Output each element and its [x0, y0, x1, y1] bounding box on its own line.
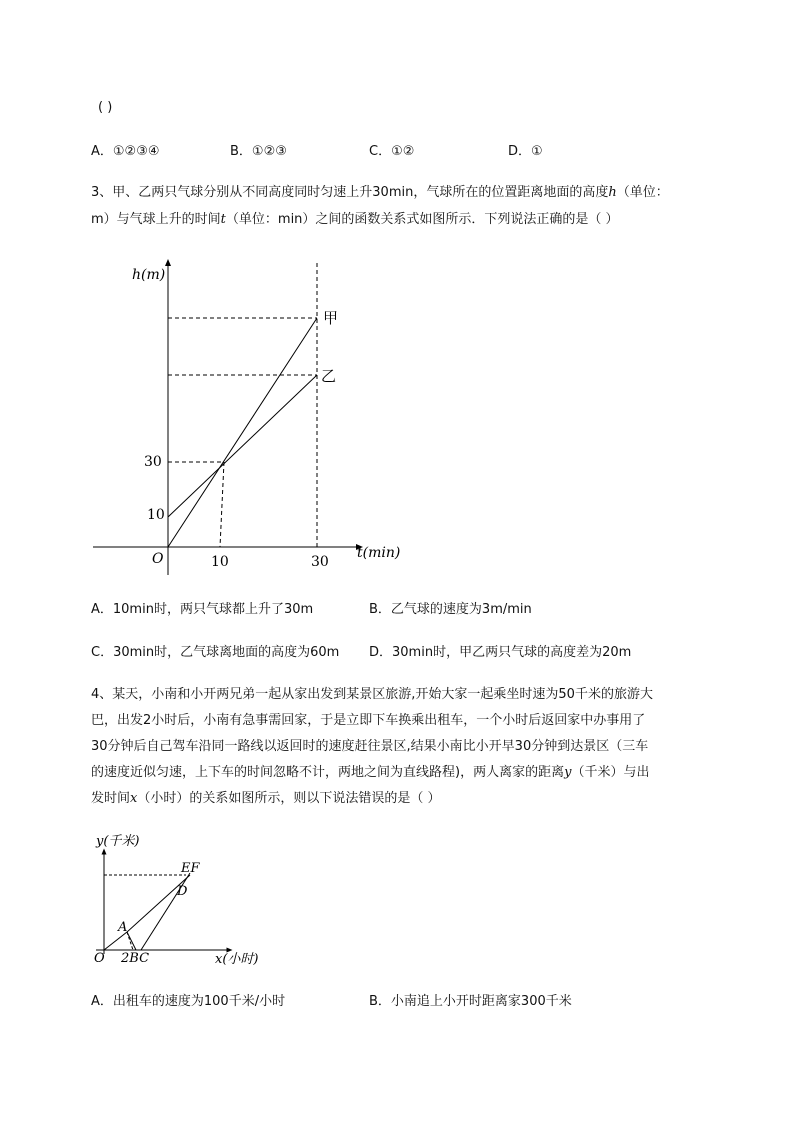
chart1-y-label: h(m) — [132, 267, 166, 283]
q3-option-a: A．10min时，两只气球都上升了30m — [91, 602, 314, 617]
q4-stem-line1: 4、某天，小南和小开两兄弟一起从家出发到某景区旅游,开始大家一起乘坐时速为50千米的旅游大 — [91, 687, 653, 702]
chart1-x-label: t(min) — [357, 545, 401, 561]
chart1-dashed-t10 — [220, 462, 224, 547]
chart2-label-a: A — [118, 920, 128, 935]
chart2-distance-time — [0, 820, 794, 980]
chart2-origin: O — [94, 951, 105, 966]
answer-paren: ( ) — [98, 100, 113, 115]
chart1-label-yi: 乙 — [321, 367, 337, 385]
chart2-label-2bc: 2BC — [121, 951, 150, 966]
chart2-y-label: y(千米) — [96, 834, 140, 849]
q4-stem-line2: 巴，出发2小时后，小南有急事需回家，于是立即下车换乘出租车，一个小时后返回家中办事用了 — [91, 713, 646, 728]
q3-option-c: C．30min时，乙气球离地面的高度为60m — [91, 645, 340, 660]
q2-option-b: B．①②③ — [230, 144, 287, 159]
q2-option-c: C．①② — [369, 144, 415, 159]
chart1-y-tick-30: 30 — [144, 454, 162, 470]
chart1-x-tick-30: 30 — [311, 554, 329, 570]
chart2-label-ef: EF — [181, 861, 200, 876]
chart2-label-d: D — [177, 884, 188, 899]
q4-option-b: B．小南追上小开时距离家300千米 — [369, 994, 572, 1009]
chart1-origin: O — [152, 551, 164, 567]
chart1-series-jia — [168, 318, 317, 547]
chart1-series-yi — [168, 375, 317, 517]
chart1-y-tick-10: 10 — [147, 507, 165, 523]
q3-stem-line2: m）与气球上升的时间t（单位：min）之间的函数关系式如图所示．下列说法正确的是（ ） — [91, 212, 619, 227]
q2-option-d: D．① — [508, 144, 543, 159]
q4-stem-line3: 30分钟后自己驾车沿同一路线以返回时的速度赶往景区,结果小南比小开早30分钟到达景区（三车 — [91, 739, 649, 754]
chart2-x-label: x(小时) — [215, 952, 259, 967]
chart1-x-tick-10: 10 — [211, 554, 229, 570]
chart1-label-jia: 甲 — [323, 309, 339, 327]
q4-stem-line4: 的速度近似匀速，上下车的时间忽略不计，两地之间为直线路程)，两人离家的距离y（千米）与出 — [91, 765, 650, 780]
q3-option-d: D．30min时，甲乙两只气球的高度差为20m — [369, 645, 632, 660]
chart2-line-ab — [127, 932, 136, 950]
q4-option-a: A．出租车的速度为100千米/小时 — [91, 994, 286, 1009]
q3-option-b: B．乙气球的速度为3m/min — [369, 602, 532, 617]
q2-option-a: A．①②③④ — [91, 144, 160, 159]
q3-stem-line1: 3、甲、乙两只气球分别从不同高度同时匀速上升30min，气球所在的位置距离地面的高度h（单位： — [91, 185, 669, 200]
q4-stem-line5: 发时间x（小时）的关系如图所示，则以下说法错误的是（ ） — [91, 791, 441, 806]
